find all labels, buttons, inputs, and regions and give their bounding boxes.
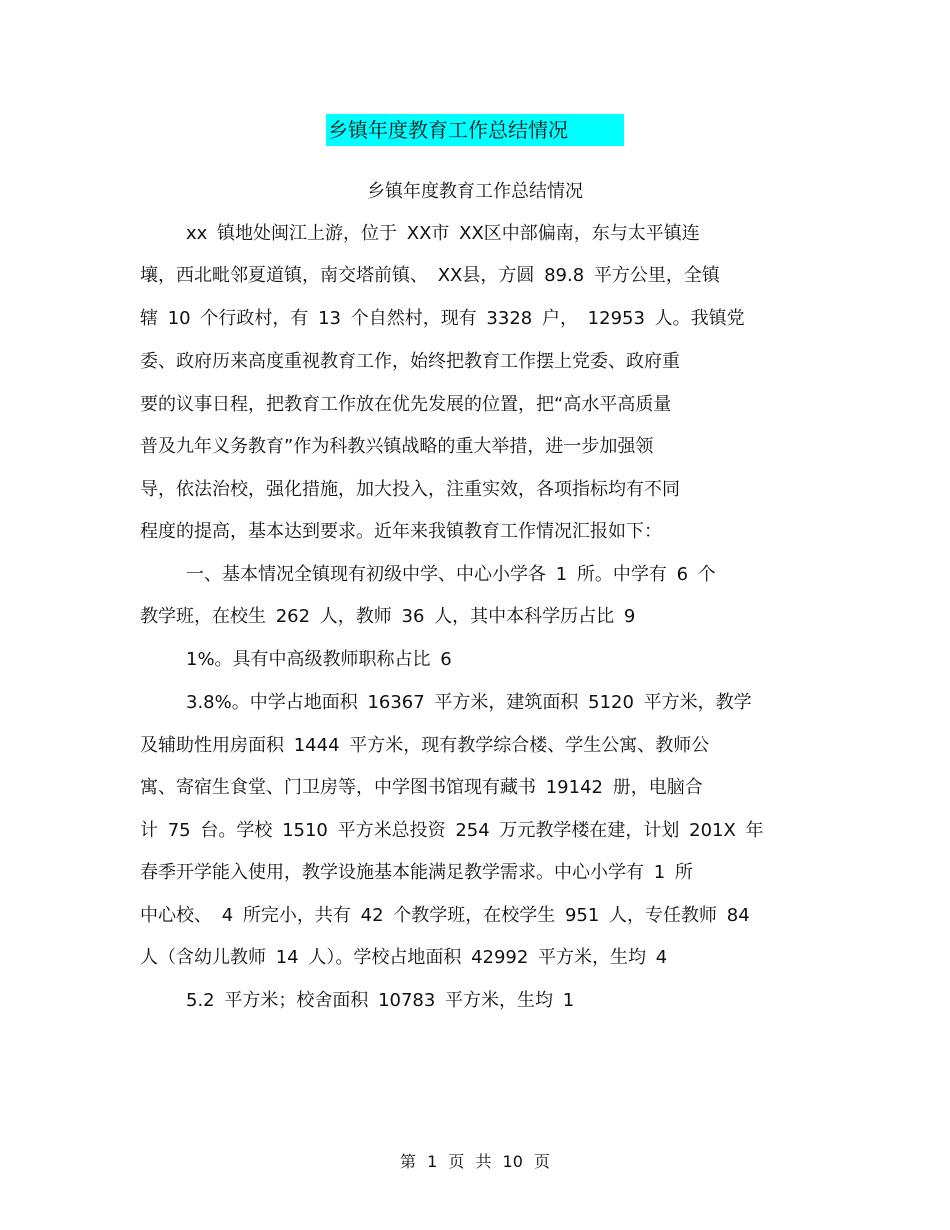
body-line: 程度的提高，基本达到要求。近年来我镇教育工作情况汇报如下： bbox=[140, 521, 662, 542]
body-line: 3.8%。中学占地面积 16367 平方米，建筑面积 5120 平方米，教学 bbox=[186, 692, 752, 713]
page-number: 第 1 页 共 10 页 bbox=[400, 1152, 550, 1171]
body-line: 春季开学能入使用，教学设施基本能满足教学需求。中心小学有 1 所 bbox=[140, 862, 693, 883]
body-line: 要的议事日程，把教育工作放在优先发展的位置，把“高水平高质量 bbox=[140, 394, 672, 415]
body-line: 寓、寄宿生食堂、门卫房等，中学图书馆现有藏书 19142 册，电脑合 bbox=[140, 777, 703, 798]
document-title: 乡镇年度教育工作总结情况 bbox=[326, 114, 624, 146]
body-line: 5.2 平方米；校舍面积 10783 平方米，生均 1 bbox=[186, 990, 575, 1011]
body-line: 导，依法治校，强化措施，加大投入，注重实效，各项指标均有不同 bbox=[140, 479, 680, 500]
body-line: 及辅助性用房面积 1444 平方米，现有教学综合楼、学生公寓、教师公 bbox=[140, 735, 710, 756]
body-line: 普及九年义务教育”作为科教兴镇战略的重大举措，进一步加强领 bbox=[140, 436, 654, 457]
body-line: 壤，西北毗邻夏道镇，南交塔前镇、 XX县，方圆 89.8 平方公里，全镇 bbox=[140, 265, 720, 286]
body-line: 1%。具有中高级教师职称占比 6 bbox=[186, 649, 452, 670]
body-line: 辖 10 个行政村，有 13 个自然村，现有 3328 户， 12953 人。我镇党 bbox=[140, 308, 745, 329]
document-subtitle: 乡镇年度教育工作总结情况 bbox=[367, 181, 583, 202]
body-line: 教学班，在校生 262 人，教师 36 人，其中本科学历占比 9 bbox=[140, 606, 636, 627]
body-line: 一、基本情况全镇现有初级中学、中心小学各 1 所。中学有 6 个 bbox=[186, 564, 716, 585]
body-line: 中心校、 4 所完小，共有 42 个教学班，在校学生 951 人，专任教师 84 bbox=[140, 905, 750, 926]
body-line: 计 75 台。学校 1510 平方米总投资 254 万元教学楼在建，计划 201X 年 bbox=[140, 820, 764, 841]
body-line: xx 镇地处闽江上游，位于 XX市 XX区中部偏南，东与太平镇连 bbox=[186, 223, 700, 244]
body-line: 委、政府历来高度重视教育工作，始终把教育工作摆上党委、政府重 bbox=[140, 351, 680, 372]
body-line: 人（含幼儿教师 14 人）。学校占地面积 42992 平方米，生均 4 bbox=[140, 947, 668, 968]
